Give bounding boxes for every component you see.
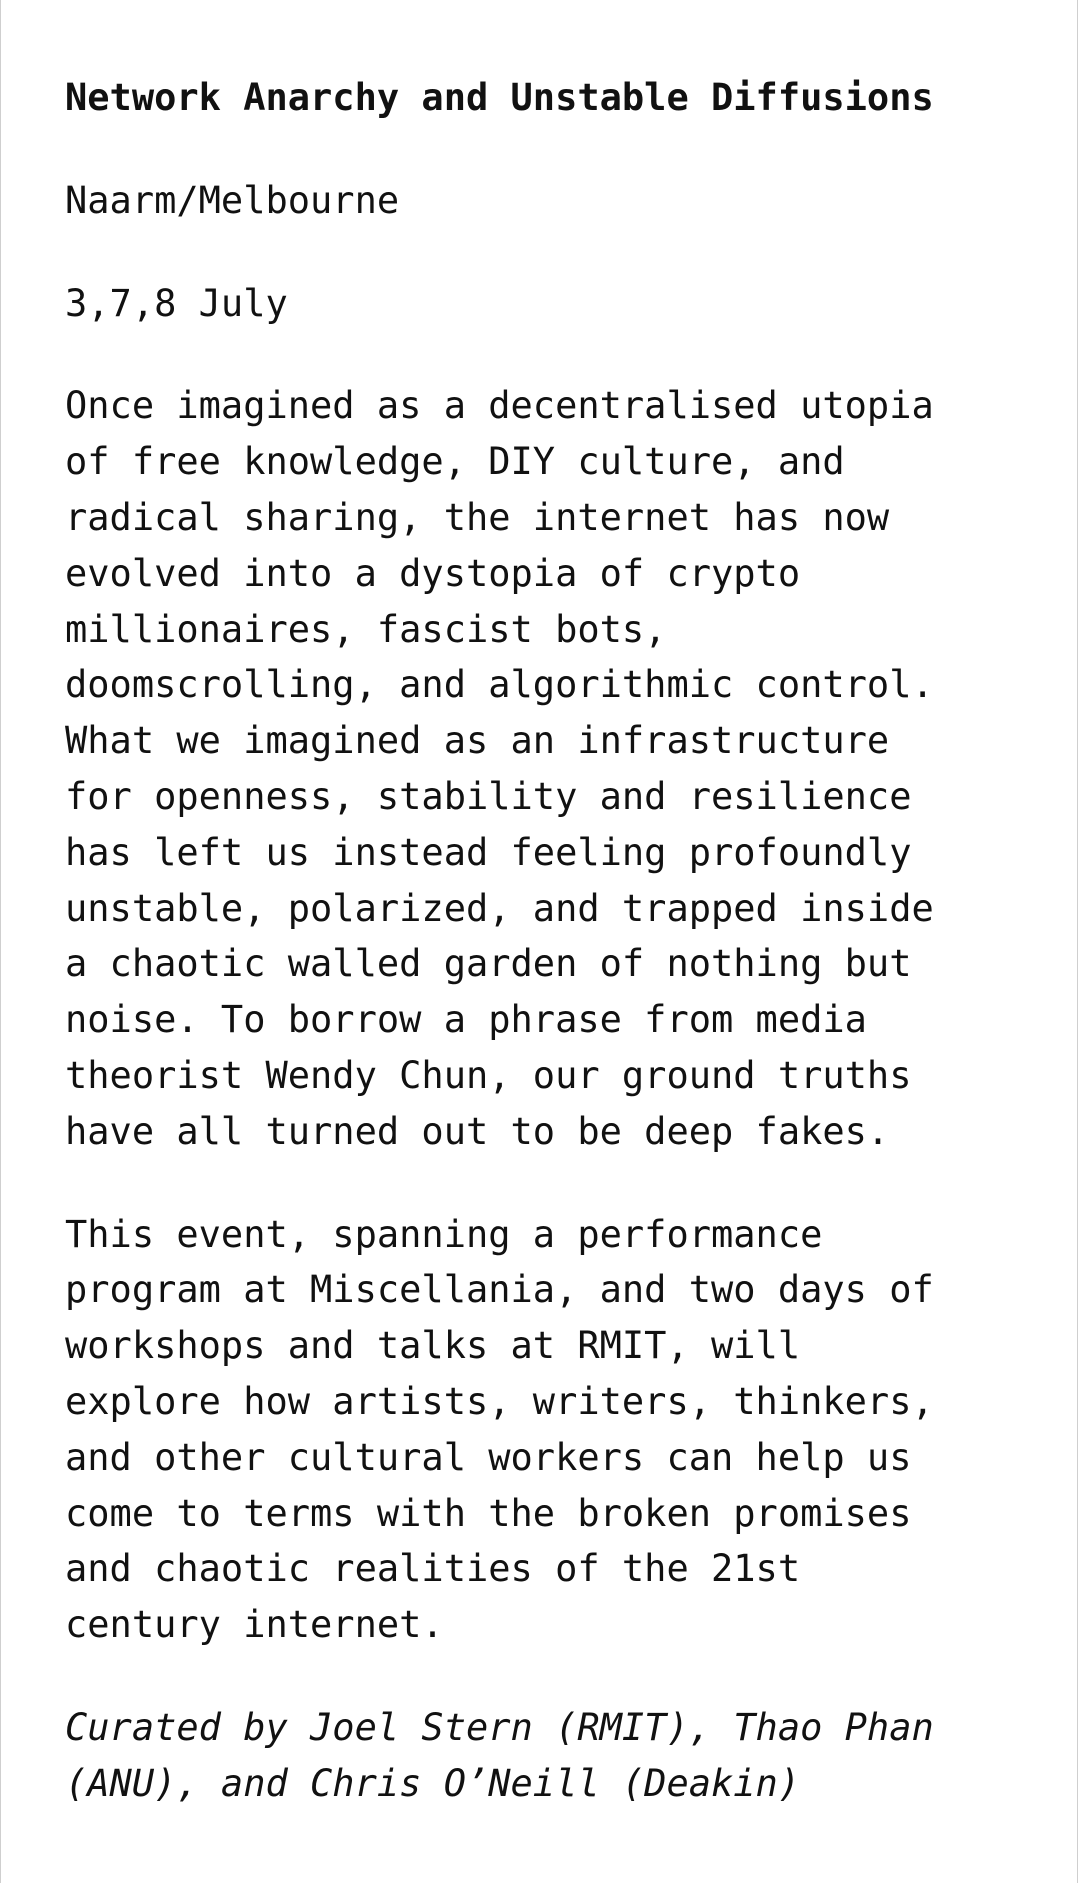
event-dates: 3,7,8 July — [65, 281, 288, 325]
description-paragraph-2: This event, spanning a performance program at Miscellania, and two days of workshops and talks at RMIT, will explore how artists, writers, thinkers, and other cultural workers can help us come to terms with the broken promises and chaotic realities of the 21st century internet. — [65, 1212, 934, 1647]
event-location: Naarm/Melbourne — [65, 178, 400, 222]
article-content — [65, 70, 1015, 1859]
description-paragraph-1: Once imagined as a decentralised utopia of free knowledge, DIY culture, and radical sharing, the internet has now evolved into a dystopia of crypto millionaires, fascist bots, doomscrolling, and algorithmic control. What we imagined as an infrastructure for openness, stability and resilience has left us instead feeling profoundly unstable, polarized, and trapped inside a chaotic walled garden of nothing but noise. To borrow a phrase from media theorist Wendy Chun, our ground truths have all turned out to be deep fakes. — [65, 384, 934, 1153]
curator-credit: Curated by Joel Stern (RMIT), Thao Phan (ANU), and Chris O’Neill (Deakin) — [65, 1705, 934, 1805]
event-title: Network Anarchy and Unstable Diffusions — [65, 76, 934, 119]
